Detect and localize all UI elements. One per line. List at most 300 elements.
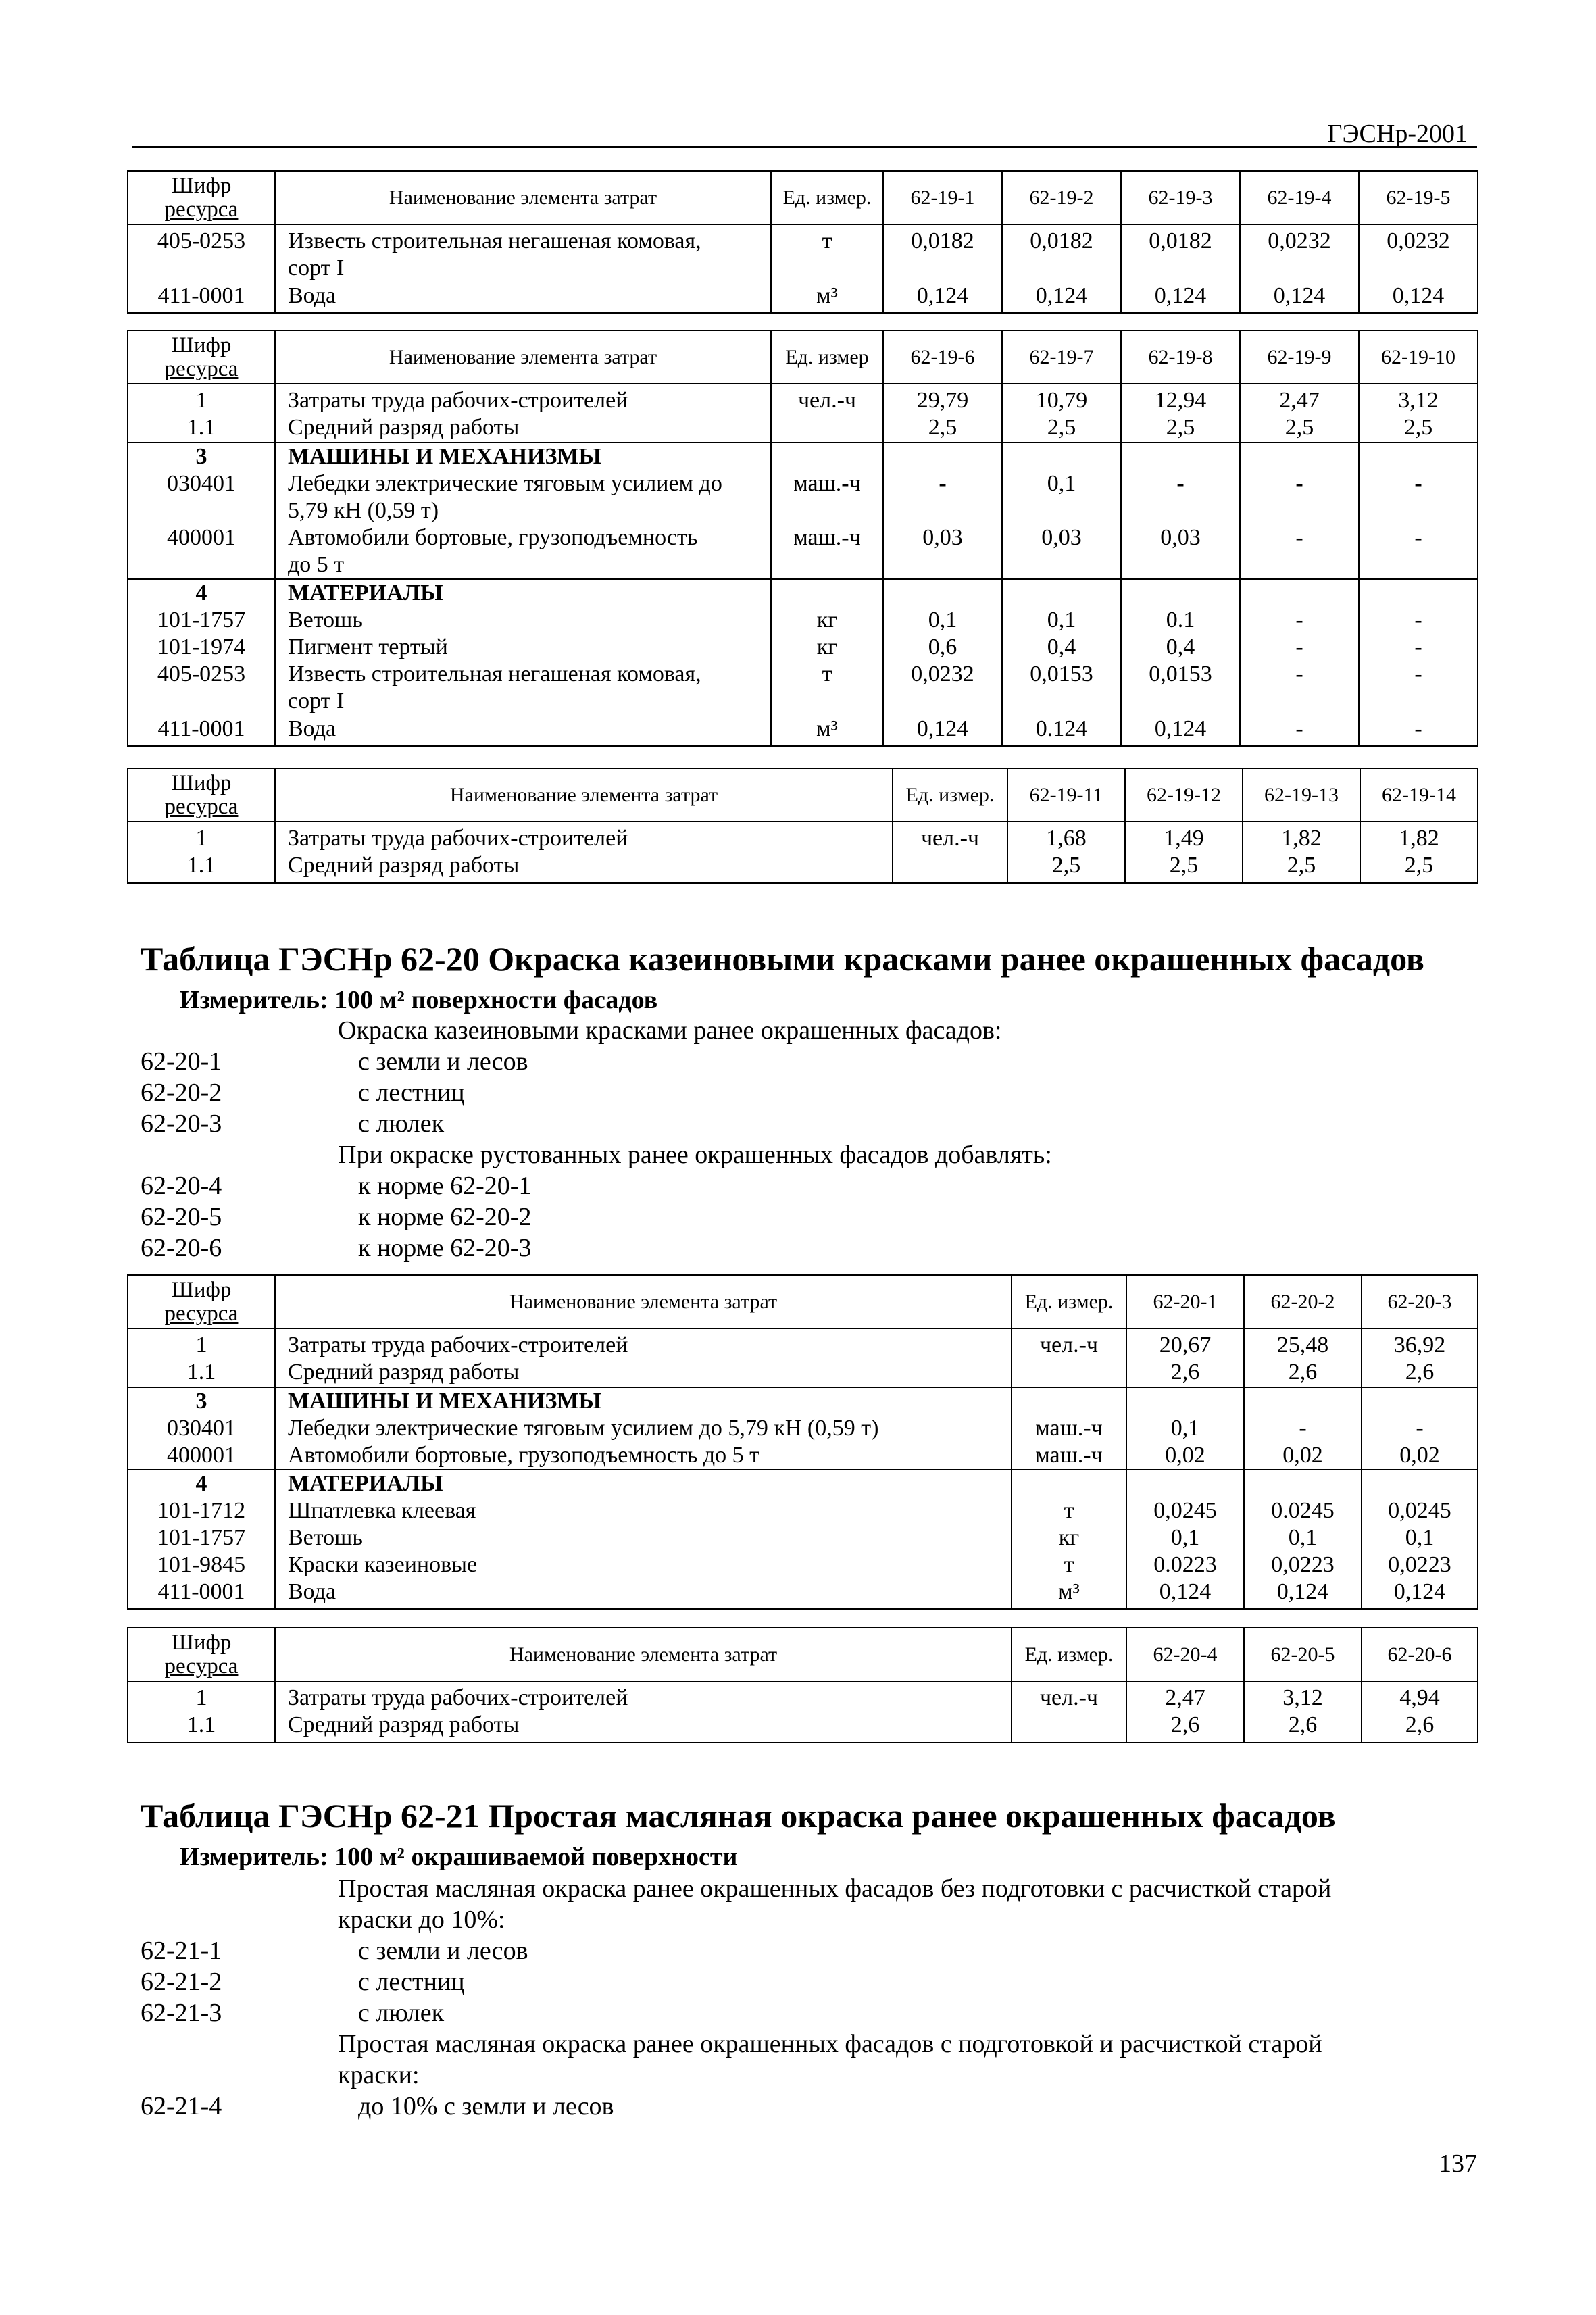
table-row — [128, 1578, 1478, 1609]
norm-value-cell: 0.0223 — [1126, 1551, 1244, 1578]
norm-value-cell: 0,124 — [1362, 1578, 1478, 1609]
unit-cell: кг — [771, 634, 883, 661]
table-row — [128, 688, 1478, 715]
table-row — [128, 497, 1478, 524]
unit-cell — [1012, 1712, 1126, 1742]
norm-code — [141, 1873, 338, 1904]
table-row — [128, 1387, 1478, 1415]
resource-code-cell: 405-0253 — [128, 661, 275, 688]
resource-table-62-19-1-5 — [127, 170, 1478, 314]
norm-column-header: 62-19-8 — [1121, 330, 1240, 384]
norm-value-cell: 0.1 — [1121, 607, 1240, 634]
norm-value-cell — [1121, 255, 1240, 282]
resource-name-cell: Лебедки электрические тяговым усилием до 5,79 кН (0,59 т) — [275, 1415, 1012, 1442]
norm-value-cell: 0,124 — [1121, 716, 1240, 746]
resource-name-cell: Вода — [275, 716, 771, 746]
table-row — [128, 282, 1478, 313]
norm-value-cell: 0,03 — [1002, 524, 1121, 551]
unit-cell — [1012, 1387, 1126, 1415]
norm-value-cell: - — [1359, 634, 1478, 661]
norm-code: 62-20-4 — [141, 1172, 222, 1200]
norm-value-cell: 0,0153 — [1002, 661, 1121, 688]
norm-description: Простая масляная окраска ранее окрашенных фасадов без подготовки с расчисткой старой — [338, 1874, 1332, 1903]
norm-column-header: 62-19-1 — [883, 171, 1002, 224]
norm-value-cell: 2,5 — [1121, 414, 1240, 442]
norm-value-cell: 0,0232 — [1240, 224, 1359, 255]
list-item — [141, 1077, 1458, 1108]
norm-description: с люлек — [358, 1999, 445, 2027]
norm-code — [141, 1015, 338, 1046]
resource-code-cell: 1 — [128, 1681, 275, 1712]
norm-value-cell: 2,5 — [1243, 852, 1360, 882]
list-item — [141, 1139, 1458, 1170]
table-row — [128, 822, 1478, 852]
table-row — [128, 634, 1478, 661]
norm-column-header: 62-20-2 — [1244, 1275, 1362, 1328]
norm-value-cell: 0,02 — [1126, 1442, 1244, 1470]
resource-code-cell: 101-1757 — [128, 1524, 275, 1551]
table-row — [128, 414, 1478, 442]
code-column-header: Шифр ресурса — [128, 768, 275, 822]
norm-value-cell: 10,79 — [1002, 384, 1121, 414]
code-column-header: Шифр ресурса — [128, 1628, 275, 1681]
norm-code: 62-20-3 — [141, 1110, 222, 1138]
list-item — [141, 1997, 1458, 2028]
norm-value-cell: 0,0182 — [883, 224, 1002, 255]
norm-value-cell: 2,6 — [1126, 1712, 1244, 1742]
norm-code — [141, 2060, 338, 2091]
list-item — [141, 2028, 1458, 2060]
resource-name-cell: МАТЕРИАЛЫ — [275, 579, 771, 607]
norm-value-cell: - — [1240, 716, 1359, 746]
list-item — [141, 1170, 1458, 1201]
norm-value-cell — [1121, 688, 1240, 715]
norm-column-header: 62-19-14 — [1360, 768, 1478, 822]
resource-table-62-19-6-10 — [127, 330, 1478, 747]
norm-value-cell — [1359, 551, 1478, 579]
norm-value-cell: - — [1362, 1415, 1478, 1442]
norm-value-cell: - — [1121, 470, 1240, 497]
norm-value-cell: 0.124 — [1002, 716, 1121, 746]
norm-value-cell — [1002, 255, 1121, 282]
norm-code: 62-20-5 — [141, 1203, 222, 1231]
norm-value-cell: 3,12 — [1359, 384, 1478, 414]
resource-name-cell: МАШИНЫ И МЕХАНИЗМЫ — [275, 1387, 1012, 1415]
norm-value-cell: 0.0245 — [1244, 1497, 1362, 1524]
norm-value-cell: 1,68 — [1007, 822, 1125, 852]
resource-name-cell: Затраты труда рабочих-строителей — [275, 1681, 1012, 1712]
table-header-row — [128, 768, 1478, 822]
norm-description: краски: — [338, 2061, 420, 2089]
unit-cell: чел.-ч — [1012, 1328, 1126, 1359]
unit-cell — [771, 579, 883, 607]
norm-value-cell: 0,1 — [1244, 1524, 1362, 1551]
unit-cell: маш.-ч — [771, 524, 883, 551]
table-header-row — [128, 330, 1478, 384]
unit-cell: м³ — [771, 716, 883, 746]
norm-value-cell: 20,67 — [1126, 1328, 1244, 1359]
norm-description: краски до 10%: — [338, 1906, 505, 1934]
table-row — [128, 1442, 1478, 1470]
norm-description: с земли и лесов — [358, 1937, 528, 1965]
unit-cell — [771, 255, 883, 282]
table-row — [128, 1712, 1478, 1742]
unit-cell: т — [771, 224, 883, 255]
section-items-62-20 — [141, 1015, 1458, 1264]
norm-value-cell — [1244, 1470, 1362, 1497]
resource-name-cell: Автомобили бортовые, грузоподъемность — [275, 524, 771, 551]
norm-code — [141, 1904, 338, 1935]
resource-name-cell: 5,79 кН (0,59 т) — [275, 497, 771, 524]
table-row — [128, 470, 1478, 497]
code-column-header: Шифр ресурса — [128, 330, 275, 384]
norm-code: 62-21-1 — [141, 1937, 222, 1965]
norm-value-cell: 29,79 — [883, 384, 1002, 414]
resource-code-cell — [128, 688, 275, 715]
norm-value-cell — [1121, 497, 1240, 524]
norm-value-cell: 0,1 — [1126, 1415, 1244, 1442]
norm-value-cell — [1359, 688, 1478, 715]
norm-value-cell: 0,0245 — [1126, 1497, 1244, 1524]
unit-column-header: Ед. измер. — [1012, 1628, 1126, 1681]
name-column-header: Наименование элемента затрат — [275, 1628, 1012, 1681]
norm-value-cell: 0,4 — [1121, 634, 1240, 661]
name-column-header: Наименование элемента затрат — [275, 1275, 1012, 1328]
table-row — [128, 551, 1478, 579]
norm-value-cell — [1002, 551, 1121, 579]
section-items-62-21 — [141, 1873, 1458, 2122]
norm-column-header: 62-19-9 — [1240, 330, 1359, 384]
resource-code-cell — [128, 255, 275, 282]
norm-value-cell: 2,6 — [1362, 1359, 1478, 1387]
norm-value-cell: 0,124 — [1359, 282, 1478, 313]
norm-value-cell — [883, 551, 1002, 579]
table-row — [128, 716, 1478, 746]
norm-description: с лестниц — [358, 1968, 465, 1996]
norm-value-cell: 3,12 — [1244, 1681, 1362, 1712]
norm-column-header: 62-19-6 — [883, 330, 1002, 384]
norm-value-cell: 0,124 — [1002, 282, 1121, 313]
unit-cell: кг — [771, 607, 883, 634]
resource-name-cell: МАШИНЫ И МЕХАНИЗМЫ — [275, 443, 771, 470]
norm-column-header: 62-19-2 — [1002, 171, 1121, 224]
page-number: 137 — [1439, 2149, 1477, 2178]
norm-code — [141, 1139, 338, 1170]
resource-name-cell: МАТЕРИАЛЫ — [275, 1470, 1012, 1497]
norm-value-cell — [1126, 1387, 1244, 1415]
norm-value-cell — [883, 255, 1002, 282]
norm-description: с люлек — [358, 1110, 445, 1138]
unit-cell — [771, 551, 883, 579]
norm-description: Окраска казеиновыми красками ранее окрашенных фасадов: — [338, 1016, 1002, 1045]
norm-value-cell — [883, 688, 1002, 715]
resource-name-cell: Известь строительная негашеная комовая, — [275, 661, 771, 688]
norm-description: При окраске рустованных ранее окрашенных фасадов добавлять: — [338, 1141, 1052, 1169]
table-row — [128, 255, 1478, 282]
norm-value-cell: 2,5 — [1125, 852, 1243, 882]
norm-value-cell — [883, 497, 1002, 524]
norm-value-cell: 2,47 — [1240, 384, 1359, 414]
resource-code-cell: 101-9845 — [128, 1551, 275, 1578]
norm-value-cell: 1,82 — [1360, 822, 1478, 852]
norm-value-cell: - — [1240, 470, 1359, 497]
table-header-row — [128, 1628, 1478, 1681]
resource-name-cell: Пигмент тертый — [275, 634, 771, 661]
resource-name-cell: Известь строительная негашеная комовая, — [275, 224, 771, 255]
norm-value-cell: 2,5 — [1240, 414, 1359, 442]
resource-name-cell: Вода — [275, 1578, 1012, 1609]
resource-code-cell: 4 — [128, 1470, 275, 1497]
unit-cell: м³ — [1012, 1578, 1126, 1609]
norm-value-cell — [1359, 579, 1478, 607]
unit-cell: т — [771, 661, 883, 688]
unit-cell: маш.-ч — [1012, 1442, 1126, 1470]
norm-value-cell: 0,124 — [883, 716, 1002, 746]
norm-value-cell: 2,6 — [1126, 1359, 1244, 1387]
norm-value-cell — [1121, 579, 1240, 607]
table-row — [128, 224, 1478, 255]
table-row — [128, 443, 1478, 470]
resource-code-cell: 4 — [128, 579, 275, 607]
norm-value-cell — [1362, 1387, 1478, 1415]
resource-code-cell: 101-1757 — [128, 607, 275, 634]
unit-cell — [771, 497, 883, 524]
norm-value-cell: 0,1 — [1002, 470, 1121, 497]
norm-code: 62-20-2 — [141, 1078, 222, 1107]
norm-value-cell — [1126, 1470, 1244, 1497]
norm-value-cell — [1002, 688, 1121, 715]
norm-column-header: 62-19-3 — [1121, 171, 1240, 224]
norm-value-cell: 36,92 — [1362, 1328, 1478, 1359]
norm-value-cell: 0,124 — [1240, 282, 1359, 313]
unit-cell — [771, 414, 883, 442]
resource-code-cell: 411-0001 — [128, 1578, 275, 1609]
norm-code: 62-21-3 — [141, 1999, 222, 2027]
norm-value-cell — [1240, 443, 1359, 470]
norm-value-cell: - — [1244, 1415, 1362, 1442]
norm-value-cell: 2,5 — [1007, 852, 1125, 882]
resource-code-cell: 101-1712 — [128, 1497, 275, 1524]
resource-code-cell: 1 — [128, 1328, 275, 1359]
norm-description: к норме 62-20-3 — [358, 1234, 532, 1262]
norm-value-cell: 0,124 — [883, 282, 1002, 313]
list-item — [141, 1233, 1458, 1264]
norm-value-cell: - — [1240, 607, 1359, 634]
resource-name-cell: Затраты труда рабочих-строителей — [275, 1328, 1012, 1359]
resource-code-cell: 411-0001 — [128, 282, 275, 313]
norm-value-cell: 0,1 — [883, 607, 1002, 634]
unit-cell — [771, 443, 883, 470]
table-row — [128, 579, 1478, 607]
norm-value-cell — [883, 579, 1002, 607]
table-row — [128, 852, 1478, 882]
norm-column-header: 62-20-6 — [1362, 1628, 1478, 1681]
norm-value-cell — [1359, 497, 1478, 524]
resource-code-cell: 1.1 — [128, 852, 275, 882]
norm-value-cell: 0,03 — [1121, 524, 1240, 551]
unit-cell — [771, 688, 883, 715]
resource-name-cell: сорт I — [275, 255, 771, 282]
header-rule — [132, 146, 1477, 148]
norm-code: 62-21-4 — [141, 2092, 222, 2120]
norm-value-cell: 0,0232 — [883, 661, 1002, 688]
unit-cell: чел.-ч — [771, 384, 883, 414]
norm-description: Простая масляная окраска ранее окрашенных фасадов с подготовкой и расчисткой старой — [338, 2030, 1322, 2058]
resource-code-cell: 3 — [128, 443, 275, 470]
norm-value-cell: 0,4 — [1002, 634, 1121, 661]
resource-table-62-20-1-3 — [127, 1274, 1478, 1610]
list-item — [141, 1108, 1458, 1139]
norm-value-cell: - — [1240, 661, 1359, 688]
norm-value-cell — [1002, 579, 1121, 607]
norm-value-cell: 25,48 — [1244, 1328, 1362, 1359]
norm-value-cell — [1121, 551, 1240, 579]
unit-cell — [1012, 1470, 1126, 1497]
list-item — [141, 1904, 1458, 1935]
section-measure-62-21: Измеритель: 100 м² окрашиваемой поверхности — [180, 1843, 738, 1871]
norm-code — [141, 2028, 338, 2060]
norm-column-header: 62-20-3 — [1362, 1275, 1478, 1328]
norm-value-cell: 2,6 — [1244, 1712, 1362, 1742]
norm-value-cell: 1,82 — [1243, 822, 1360, 852]
resource-code-cell — [128, 551, 275, 579]
table-row — [128, 1497, 1478, 1524]
document-code: ГЭСНр-2001 — [1327, 120, 1468, 148]
resource-name-cell: Краски казеиновые — [275, 1551, 1012, 1578]
norm-value-cell: 2,5 — [1360, 852, 1478, 882]
norm-value-cell: 2,5 — [1359, 414, 1478, 442]
resource-code-cell: 101-1974 — [128, 634, 275, 661]
norm-value-cell — [1240, 497, 1359, 524]
list-item — [141, 1935, 1458, 1966]
norm-value-cell: 0,1 — [1362, 1524, 1478, 1551]
norm-value-cell: - — [1359, 607, 1478, 634]
resource-name-cell: до 5 т — [275, 551, 771, 579]
resource-name-cell: сорт I — [275, 688, 771, 715]
norm-value-cell — [1240, 255, 1359, 282]
unit-cell: т — [1012, 1497, 1126, 1524]
table-row — [128, 524, 1478, 551]
resource-name-cell: Затраты труда рабочих-строителей — [275, 384, 771, 414]
list-item — [141, 1966, 1458, 1997]
resource-table-62-20-4-6 — [127, 1627, 1478, 1743]
unit-cell: маш.-ч — [771, 470, 883, 497]
unit-column-header: Ед. измер — [771, 330, 883, 384]
norm-column-header: 62-19-13 — [1243, 768, 1360, 822]
norm-description: с лестниц — [358, 1078, 465, 1107]
norm-value-cell: 0,124 — [1126, 1578, 1244, 1609]
norm-value-cell: 0,02 — [1362, 1442, 1478, 1470]
resource-code-cell: 405-0253 — [128, 224, 275, 255]
norm-value-cell: 0,03 — [883, 524, 1002, 551]
norm-value-cell: 2,47 — [1126, 1681, 1244, 1712]
table-row — [128, 1681, 1478, 1712]
norm-value-cell: 0,0223 — [1362, 1551, 1478, 1578]
resource-code-cell: 3 — [128, 1387, 275, 1415]
table-header-row — [128, 171, 1478, 224]
table-row — [128, 1359, 1478, 1387]
norm-column-header: 62-20-5 — [1244, 1628, 1362, 1681]
norm-value-cell: 0,0182 — [1002, 224, 1121, 255]
norm-description: к норме 62-20-2 — [358, 1203, 532, 1231]
resource-name-cell: Средний разряд работы — [275, 1359, 1012, 1387]
resource-name-cell: Ветошь — [275, 1524, 1012, 1551]
norm-value-cell: 2,6 — [1362, 1712, 1478, 1742]
unit-column-header: Ед. измер. — [1012, 1275, 1126, 1328]
norm-value-cell: 0,6 — [883, 634, 1002, 661]
norm-value-cell — [1362, 1470, 1478, 1497]
list-item — [141, 1201, 1458, 1233]
list-item — [141, 1046, 1458, 1077]
norm-value-cell: - — [883, 470, 1002, 497]
norm-value-cell: 4,94 — [1362, 1681, 1478, 1712]
norm-value-cell — [1244, 1387, 1362, 1415]
norm-value-cell — [1240, 688, 1359, 715]
unit-cell: кг — [1012, 1524, 1126, 1551]
norm-column-header: 62-19-5 — [1359, 171, 1478, 224]
norm-value-cell: - — [1240, 524, 1359, 551]
resource-code-cell: 030401 — [128, 470, 275, 497]
table-header-row — [128, 1275, 1478, 1328]
unit-cell: м³ — [771, 282, 883, 313]
resource-name-cell: Средний разряд работы — [275, 852, 893, 882]
norm-value-cell: 0,124 — [1121, 282, 1240, 313]
norm-value-cell: 0,0232 — [1359, 224, 1478, 255]
norm-value-cell — [1240, 579, 1359, 607]
name-column-header: Наименование элемента затрат — [275, 768, 893, 822]
resource-code-cell: 1.1 — [128, 414, 275, 442]
resource-name-cell: Шпатлевка клеевая — [275, 1497, 1012, 1524]
unit-cell — [893, 852, 1007, 882]
resource-table-62-19-11-14 — [127, 768, 1478, 884]
list-item — [141, 1015, 1458, 1046]
resource-code-cell: 030401 — [128, 1415, 275, 1442]
resource-name-cell: Ветошь — [275, 607, 771, 634]
norm-value-cell: - — [1359, 470, 1478, 497]
norm-value-cell: - — [1359, 661, 1478, 688]
section-title-62-20: Таблица ГЭСНр 62-20 Окраска казеиновыми красками ранее окрашенных фасадов — [141, 940, 1424, 978]
resource-name-cell: Лебедки электрические тяговым усилием до — [275, 470, 771, 497]
norm-description: до 10% с земли и лесов — [358, 2092, 614, 2120]
norm-value-cell: 1,49 — [1125, 822, 1243, 852]
norm-code: 62-21-2 — [141, 1968, 222, 1996]
resource-name-cell: Средний разряд работы — [275, 414, 771, 442]
norm-value-cell: 0,1 — [1126, 1524, 1244, 1551]
norm-value-cell: - — [1359, 524, 1478, 551]
table-row — [128, 1415, 1478, 1442]
list-item — [141, 2060, 1458, 2091]
unit-cell: чел.-ч — [893, 822, 1007, 852]
resource-code-cell: 1.1 — [128, 1359, 275, 1387]
norm-column-header: 62-19-11 — [1007, 768, 1125, 822]
code-column-header: Шифр ресурса — [128, 1275, 275, 1328]
resource-name-cell: Средний разряд работы — [275, 1712, 1012, 1742]
resource-code-cell: 1 — [128, 822, 275, 852]
table-row — [128, 1551, 1478, 1578]
norm-code: 62-20-6 — [141, 1234, 222, 1262]
unit-cell — [1012, 1359, 1126, 1387]
norm-description: к норме 62-20-1 — [358, 1172, 532, 1200]
norm-value-cell — [1240, 551, 1359, 579]
table-row — [128, 1470, 1478, 1497]
unit-cell: чел.-ч — [1012, 1681, 1126, 1712]
norm-code: 62-20-1 — [141, 1047, 222, 1076]
norm-column-header: 62-20-1 — [1126, 1275, 1244, 1328]
norm-value-cell: - — [1359, 716, 1478, 746]
norm-column-header: 62-19-4 — [1240, 171, 1359, 224]
resource-code-cell: 1.1 — [128, 1712, 275, 1742]
table-row — [128, 384, 1478, 414]
